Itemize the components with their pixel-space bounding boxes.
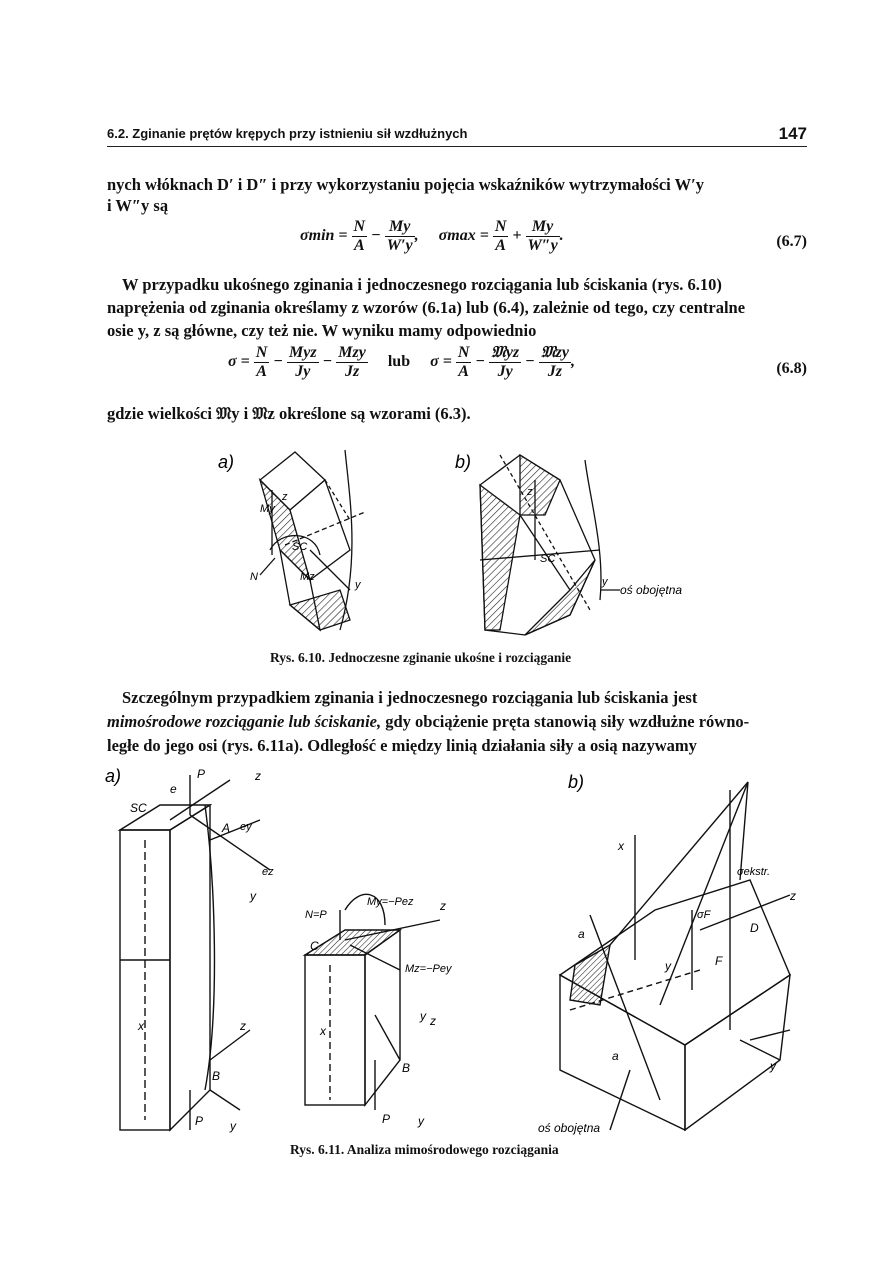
- fig611-a-b: a: [578, 927, 585, 941]
- fig611-mz-eq: Mz=−Pey: [405, 963, 452, 975]
- equation-6-7: [300, 218, 564, 255]
- running-header: [107, 124, 807, 147]
- fig611-d: D: [750, 921, 759, 935]
- fig611-ez: ez: [262, 866, 274, 878]
- eq68-m2: −: [322, 353, 333, 371]
- fig611-x-b: x: [618, 839, 624, 853]
- fig611-block-b: [560, 782, 790, 1130]
- eq67-frac4: $\frac{My}{W''y}$: [527, 218, 558, 254]
- fig611-p-top: P: [197, 767, 206, 781]
- fig611-p-mid: P: [382, 1112, 391, 1126]
- fig611-y-bot: y: [230, 1119, 236, 1133]
- fig610-label-z: z: [282, 491, 288, 503]
- eq67-sep: ,: [414, 227, 419, 245]
- fig610-prism-b: [480, 455, 620, 635]
- para1-line2: i W″y są: [107, 196, 169, 215]
- para3-text: gdzie wielkości 𝔐y i 𝔐z określone są wzorami (6.3).: [107, 404, 471, 423]
- para4-line2-rest: gdy obciążenie pręta stanowią siły wzdłużne równo-: [381, 712, 750, 731]
- eq68-m4: −: [525, 353, 535, 371]
- eq68-frac2: $\frac{\text{Myz}}{Jy}$: [289, 344, 317, 380]
- fig610-label-y2: y: [602, 576, 608, 588]
- fig610-label-b: b): [455, 452, 472, 472]
- fig611-y-b2: y: [770, 1059, 776, 1073]
- fig611-y-b: y: [665, 959, 671, 973]
- figure-6-11: [100, 760, 810, 1140]
- fig611-ey: ey: [240, 821, 252, 833]
- equation-6-8: [228, 344, 575, 381]
- eq68-end: ,: [570, 353, 575, 371]
- para4-line3: ległe do jego osi (rys. 6.11a). Odległość e między linią działania siły a osią nazywamy: [107, 736, 697, 755]
- fig610-label-n: N: [250, 571, 258, 583]
- eq68-number: (6.8): [776, 360, 807, 377]
- figure-6-10: [200, 440, 720, 650]
- eq67-end: .: [559, 227, 564, 245]
- fig611-p-bot: P: [195, 1114, 204, 1128]
- fig611-z-mid2: z: [430, 1014, 436, 1028]
- fig611-a: A: [222, 821, 231, 835]
- eq68-s2: σ =: [430, 353, 452, 371]
- fig611-sig-ekstr: σekstr.: [737, 866, 771, 878]
- fig611-a-b2: a: [612, 1049, 619, 1063]
- para4-emphasis: mimośrodowe rozciąganie lub ściskanie,: [107, 712, 382, 731]
- fig611-z-low: z: [240, 1019, 246, 1033]
- fig610-label-sc: SC: [292, 541, 308, 553]
- fig611-z-mid: z: [440, 899, 446, 913]
- fig611-label-b: b): [568, 772, 585, 792]
- eq68-frac6: $\frac{\text{𝔐zy}}{Jz}$: [540, 344, 569, 380]
- fig611-c: C: [310, 939, 319, 953]
- page-number: 147: [778, 124, 807, 143]
- eq68-frac3: $\frac{\text{Mzy}}{Jz}$: [338, 344, 366, 380]
- fig611-label-a: a): [105, 766, 122, 786]
- eq67-frac3: $\frac{N}{A}$: [494, 218, 507, 254]
- eq68-frac4: $\frac{N}{A}$: [457, 344, 470, 380]
- eq67-minus: −: [371, 227, 381, 245]
- fig610-label-z2: z: [527, 486, 533, 498]
- eq67-lhs2: σmax =: [438, 227, 489, 245]
- para2-line3: osie y, z są główne, czy też nie. W wyniku mamy odpowiednio: [107, 321, 537, 340]
- para2-line1: W przypadku ukośnego zginania i jednoczesnego rozciągania lub ściskania (rys. 6.10): [122, 275, 722, 294]
- para2-line2: naprężenia od zginania określamy z wzorów (6.1a) lub (6.4), zależnie od tego, czy centralne: [107, 298, 746, 317]
- fig611-sc: SC: [130, 801, 147, 815]
- fig611-y-mid2: y: [418, 1114, 424, 1128]
- fig611-x-mid: x: [320, 1024, 326, 1038]
- eq67-frac1: $\frac{N}{A}$: [353, 218, 366, 254]
- eq67-number: (6.7): [776, 233, 807, 250]
- eq67-plus: +: [512, 227, 522, 245]
- para4-line1: Szczególnym przypadkiem zginania i jednoczesnego rozciągania lub ściskania jest: [122, 688, 698, 707]
- fig611-n-eq: N=P: [305, 909, 327, 921]
- eq68-lub: lub: [387, 353, 411, 371]
- fig611-e: e: [170, 782, 177, 796]
- fig611-column-mid: [305, 894, 440, 1110]
- eq68-frac1: $\frac{N}{A}$: [255, 344, 268, 380]
- section-title: 6.2. Zginanie prętów krępych przy istnieniu sił wzdłużnych: [107, 126, 468, 141]
- para4-line2: [107, 712, 749, 732]
- fig611-axis-b: oś obojętna: [538, 1121, 601, 1135]
- fig611-x1: x: [138, 1019, 144, 1033]
- fig611-b1: B: [212, 1069, 221, 1083]
- fig610-label-y: y: [355, 579, 361, 591]
- fig610-prism-a: [260, 450, 365, 630]
- fig611-b-mid: B: [402, 1061, 411, 1075]
- fig610-label-sc2: SC: [540, 553, 556, 565]
- para1-line1: nych włóknach D′ i D″ i przy wykorzystaniu pojęcia wskaźników wytrzymałości W′y: [107, 175, 704, 194]
- eq68-m3: −: [475, 353, 486, 371]
- fig611-z-top: z: [255, 769, 261, 783]
- eq67-lhs1: σmin =: [300, 227, 348, 245]
- fig611-caption: Rys. 6.11. Analiza mimośrodowego rozciągania: [290, 1142, 559, 1157]
- eq67-frac2: $\frac{My}{W'y}$: [386, 218, 413, 254]
- fig611-y1: y: [250, 889, 256, 903]
- fig611-z-b: z: [790, 889, 796, 903]
- fig611-f: F: [715, 954, 723, 968]
- fig611-my-eq: My=−Pez: [367, 896, 414, 908]
- fig611-y-mid: y: [420, 1009, 426, 1023]
- fig611-sig-f: σF: [697, 909, 711, 921]
- fig610-label-a: a): [218, 452, 235, 472]
- eq68-m1: −: [273, 353, 284, 371]
- fig610-label-mz: Mz: [300, 571, 315, 583]
- eq68-s1: σ =: [228, 353, 250, 371]
- eq68-frac5: $\frac{\text{𝔐yz}}{Jy}$: [491, 344, 520, 380]
- fig610-label-axis: oś obojętna: [620, 583, 683, 597]
- fig610-caption: Rys. 6.10. Jednoczesne zginanie ukośne i rozciąganie: [270, 650, 572, 665]
- fig610-label-my: My: [260, 503, 275, 515]
